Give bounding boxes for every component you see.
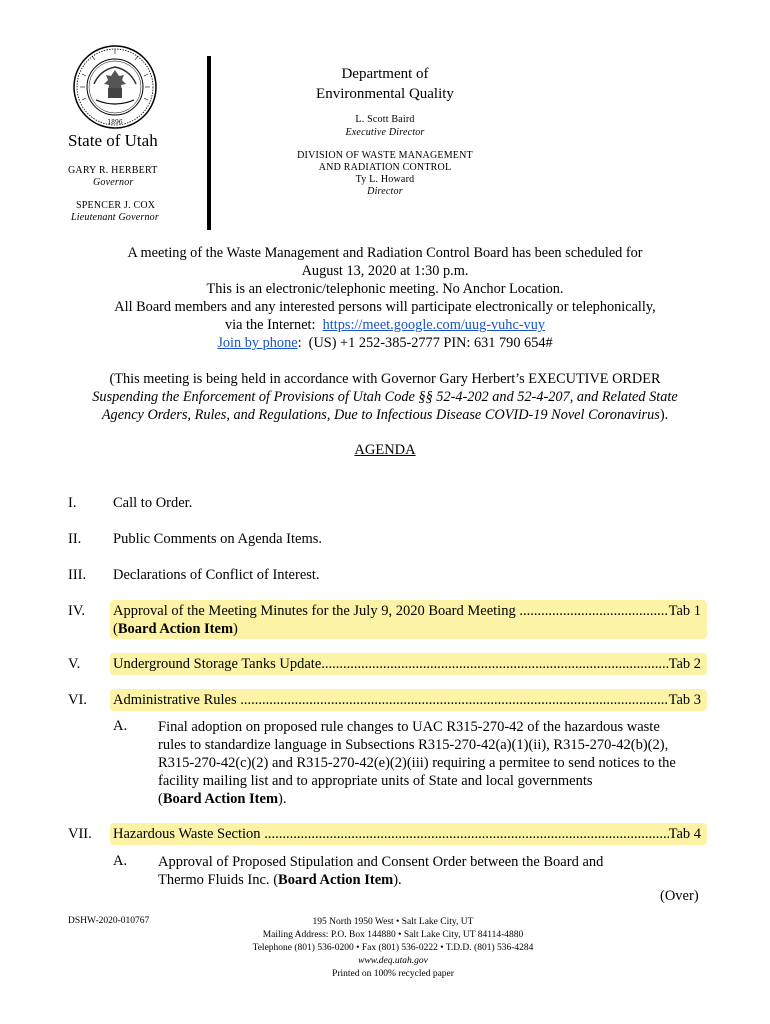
- phone-details: : (US) +1 252-385-2777 PIN: 631 790 654#: [297, 335, 553, 351]
- sub-vii-line-2-start: Thermo Fluids Inc.: [158, 872, 274, 888]
- join-by-phone-link[interactable]: Join by phone: [217, 335, 298, 351]
- agenda-item-4-note: (Board Action Item): [113, 621, 238, 637]
- state-name: State of Utah: [68, 131, 158, 150]
- agenda-item-1: Call to Order.: [113, 495, 193, 511]
- executive-order-note: [40, 370, 730, 424]
- footer-mailing: Mailing Address: P.O. Box 144880 • Salt Lake City, UT 84114-4880: [262, 930, 524, 940]
- notice-line-4: All Board members and any interested persons will participate electronically or telephonically,: [114, 299, 656, 315]
- header-divider: [207, 56, 211, 230]
- agenda-item-3: Declarations of Conflict of Interest.: [113, 567, 320, 583]
- agenda-item-5: [113, 656, 701, 673]
- order-line-1: (This meeting is being held in accordance with Governor Gary Herbert’s EXECUTIVE ORDER: [109, 371, 661, 387]
- division-line-2: AND RADIATION CONTROL: [318, 162, 452, 173]
- footer-phone: Telephone (801) 536-0200 • Fax (801) 536-0222 • T.D.D. (801) 536-4284: [252, 943, 534, 953]
- notice-line-1: A meeting of the Waste Management and Radiation Control Board has been scheduled for: [127, 245, 643, 261]
- notice-internet-label: via the Internet:: [224, 317, 323, 333]
- sub-vi-line-3: R315-270-42(c)(2) and R315-270-42(e)(2)(iii) requiring a permitee to send notices to the: [158, 755, 676, 771]
- department-name: [220, 64, 550, 104]
- dept-line-1: Department of: [341, 66, 429, 82]
- executive-title: Executive Director: [345, 127, 425, 138]
- dept-line-2: Environmental Quality: [316, 86, 454, 102]
- notice-line-3: This is an electronic/telephonic meeting. No Anchor Location.: [206, 281, 564, 297]
- order-line-2: Suspending the Enforcement of Provisions of Utah Code §§ 52-4-202 and 52-4-207, and Related State: [92, 389, 678, 405]
- executive-name: L. Scott Baird: [355, 114, 415, 125]
- agenda-item-5-tab: Tab 2: [668, 656, 701, 672]
- sub-item-vii-text: [158, 853, 708, 889]
- order-line-3-italic: Agency Orders, Rules, and Regulations, Due to Infectious Disease COVID-19 Novel Coronavirus: [101, 407, 660, 423]
- meet-link[interactable]: https://meet.google.com/uug-vuhc-vuy: [322, 317, 545, 333]
- division-line-1: DIVISION OF WASTE MANAGEMENT: [297, 150, 473, 161]
- lt-governor-title: Lieutenant Governor: [71, 212, 159, 223]
- agenda-item-6-tab: Tab 3: [668, 692, 701, 708]
- notice-line-5: [40, 316, 730, 334]
- agenda-num-1: I.: [68, 495, 77, 511]
- sub-vii-line-2: Thermo Fluids Inc. (Board Action Item).: [158, 872, 402, 888]
- agenda-item-2: Public Comments on Agenda Items.: [113, 531, 323, 547]
- lt-governor-name: SPENCER J. COX: [76, 200, 156, 211]
- agenda-item-4-text: Approval of the Meeting Minutes for the July 9, 2020 Board Meeting: [113, 603, 520, 619]
- notice-line-2: August 13, 2020 at 1:30 p.m.: [301, 263, 469, 279]
- footer-recycled: Printed on 100% recycled paper: [332, 969, 454, 979]
- order-line-3-end: ).: [659, 407, 669, 423]
- sub-vi-line-4: facility mailing list and to appropriate units of State and local governments: [158, 773, 593, 789]
- agenda-item-6: [113, 692, 701, 709]
- agenda-num-4: IV.: [68, 603, 86, 619]
- board-action-label: Board Action Item: [278, 872, 394, 888]
- footer-website: www.deq.utah.gov: [358, 956, 428, 966]
- state-seal-icon: [72, 44, 158, 130]
- leader-dots: [264, 826, 668, 843]
- footer-address-block: [0, 916, 770, 981]
- sub-vi-note: (Board Action Item).: [158, 791, 287, 807]
- board-action-label: Board Action Item: [162, 791, 279, 807]
- agenda-item-7-tab: Tab 4: [668, 826, 701, 842]
- agenda-item-7-text: Hazardous Waste Section: [113, 826, 265, 842]
- agenda-num-3: III.: [68, 567, 87, 583]
- sub-vii-line-1: Approval of Proposed Stipulation and Consent Order between the Board and: [158, 854, 604, 870]
- governor-title: Governor: [93, 177, 134, 188]
- agenda-num-6: VI.: [68, 692, 87, 708]
- leader-dots: [240, 692, 668, 709]
- over-label: (Over): [660, 888, 699, 904]
- document-id: DSHW-2020-010767: [68, 916, 150, 926]
- notice-line-6: [40, 334, 730, 352]
- board-action-label: Board Action Item: [117, 621, 234, 637]
- sub-item-vi-text: [158, 718, 708, 808]
- leader-dots: [519, 603, 668, 620]
- agenda-num-2: II.: [68, 531, 82, 547]
- agenda-item-4-tab: Tab 1: [668, 603, 701, 619]
- footer-address: 195 North 1950 West • Salt Lake City, UT: [312, 917, 474, 927]
- sub-item-vi-letter: A.: [113, 718, 128, 734]
- sub-item-vii-letter: A.: [113, 853, 128, 869]
- leader-dots: [321, 656, 668, 673]
- svg-text:1896: 1896: [107, 119, 123, 126]
- order-line-3: [40, 406, 730, 424]
- governor-name: GARY R. HERBERT: [68, 165, 158, 176]
- meeting-notice: [40, 244, 730, 352]
- director-title: Director: [367, 186, 403, 197]
- agenda-item-4: [113, 603, 701, 620]
- agenda-title: AGENDA: [354, 442, 416, 458]
- agenda-item-7: [113, 826, 701, 843]
- agenda-item-6-text: Administrative Rules: [113, 692, 241, 708]
- agenda-item-5-text: Underground Storage Tanks Update: [113, 656, 322, 672]
- agenda-num-7: VII.: [68, 826, 92, 842]
- sub-vi-line-1: Final adoption on proposed rule changes to UAC R315-270-42 of the hazardous waste: [158, 719, 660, 735]
- agenda-num-5: V.: [68, 656, 81, 672]
- director-name: Ty L. Howard: [355, 174, 415, 185]
- sub-vi-line-2: rules to standardize language in Subsections R315-270-42(a)(1)(ii), R315-270-42(b)(2),: [158, 737, 669, 753]
